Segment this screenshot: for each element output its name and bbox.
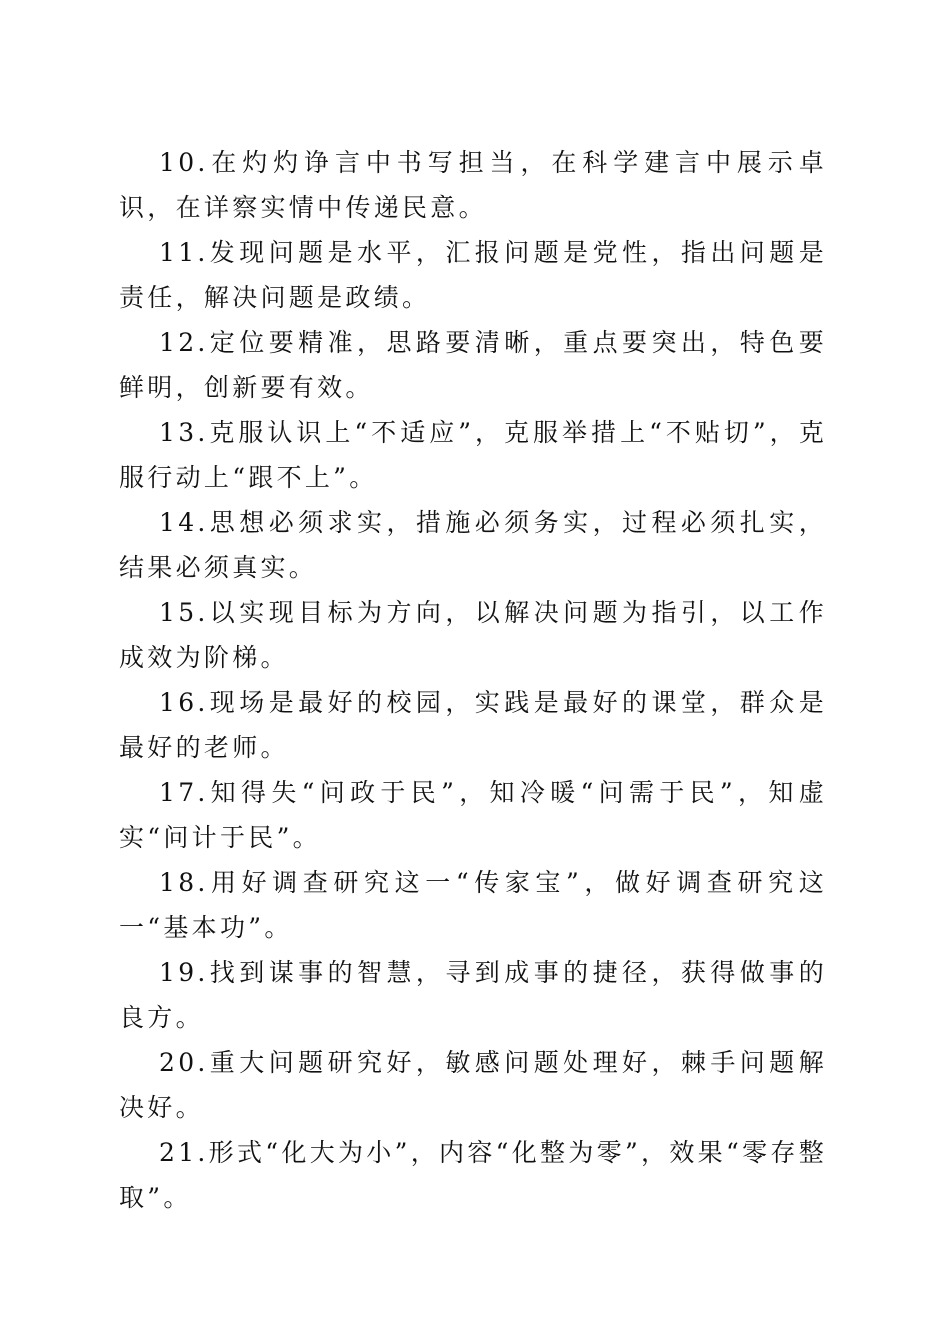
paragraph-19: 19.找到谋事的智慧，寻到成事的捷径，获得做事的良方。 [119,958,827,1032]
paragraph-16: 16.现场是最好的校园，实践是最好的课堂，群众是最好的老师。 [119,688,827,762]
paragraph-20: 20.重大问题研究好，敏感问题处理好，棘手问题解决好。 [119,1048,827,1122]
paragraph-18: 18.用好调查研究这一“传家宝”，做好调查研究这一“基本功”。 [119,868,827,942]
paragraph-14: 14.思想必须求实，措施必须务实，过程必须扎实，结果必须真实。 [119,508,827,582]
document-body [119,140,827,1220]
paragraph-21: 21.形式“化大为小”，内容“化整为零”，效果“零存整取”。 [119,1138,827,1212]
paragraph-13: 13.克服认识上“不适应”，克服举措上“不贴切”，克服行动上“跟不上”。 [119,418,827,492]
paragraph-10: 10.在灼灼诤言中书写担当，在科学建言中展示卓识，在详察实情中传递民意。 [119,148,827,222]
paragraph-17: 17.知得失“问政于民”，知冷暖“问需于民”，知虚实“问计于民”。 [119,778,827,852]
paragraph-15: 15.以实现目标为方向，以解决问题为指引，以工作成效为阶梯。 [119,598,827,672]
paragraph-11: 11.发现问题是水平，汇报问题是党性，指出问题是责任，解决问题是政绩。 [119,238,827,312]
paragraph-12: 12.定位要精准，思路要清晰，重点要突出，特色要鲜明，创新要有效。 [119,328,827,402]
